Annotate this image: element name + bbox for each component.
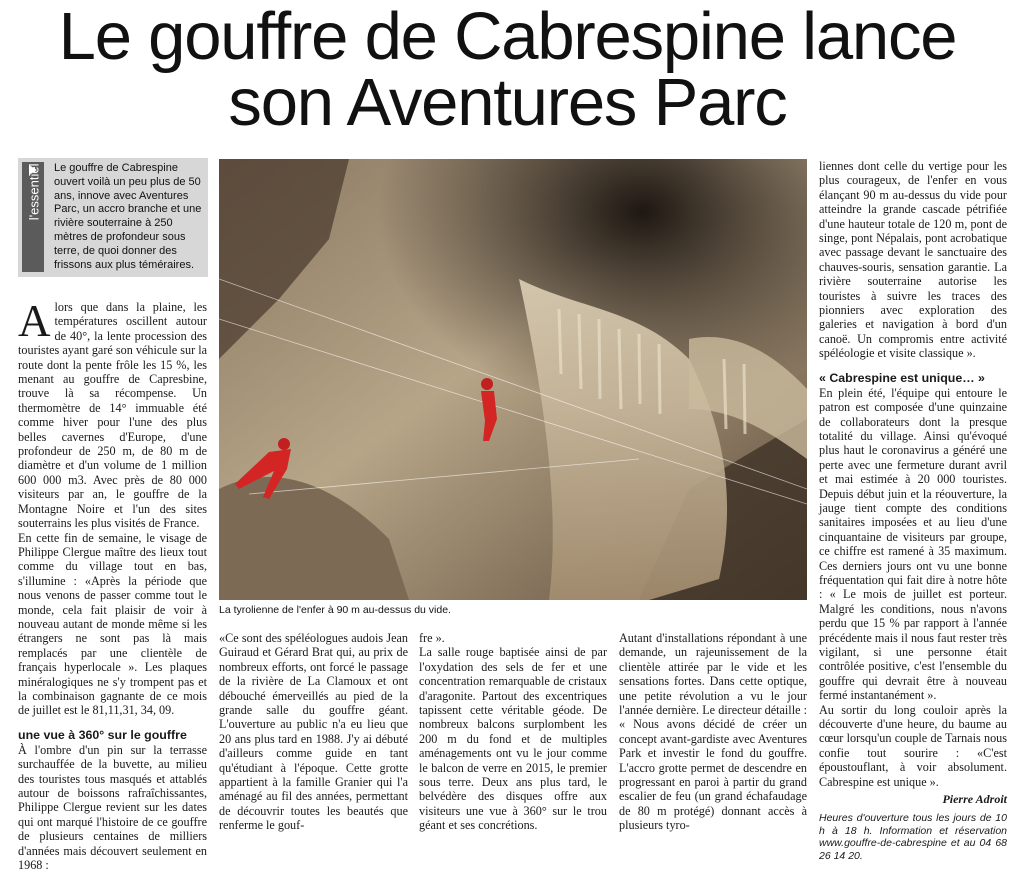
article-subhead: une vue à 360° sur le gouffre xyxy=(18,727,187,742)
article-column-2 xyxy=(219,631,408,833)
article-paragraph: À l'ombre d'un pin sur la terrasse surchauffée de la buvette, au milieu des touristes tous masqués et attablés autour de boissons rafraîchissantes, Philippe Clergue revient sur les dates qui ont marqué l'histoire de ce gouffre de plusieurs centaines de milliers d'années mais découvert seulement en 1968 : xyxy=(18,742,207,872)
article-paragraph: Alors que dans la plaine, les températures oscillent autour de 40°, la lente procession des touristes ayant garé son véhicule sur la route dont la pente frôle les 15 %, les menant au gouffre de Capresbine, trouve là sa récompense. Un thermomètre de 14° immuable été comme hiver pour l'une des plus belles cavernes d'Europe, d'une profondeur de 250 m, de 80 m de diamètre et d'un volume de 1 million 600 000 m3. Avec près de 80 000 visiteurs par an, le gouffre de la Montagne Noire et l'un des sites souterrains les plus visités de France. xyxy=(18,296,207,531)
headline-line-2: son Aventures Parc xyxy=(228,65,787,140)
article-subhead: « Cabrespine est unique… » xyxy=(819,370,985,385)
article-paragraph: Autant d'installations répondant à une demande, un rajeunissement de la clientèle attirée par le vide et les sensations fortes. Dans cette optique, une petite révolution a vu le jour l'année dernière. Le directeur détaille : « Nous avons décidé de créer un concept avant-gardiste avec Aventures Park et investir le fond du gouffre. L'accro grotte permet de descendre en progressant en paroi à partir du grand escalier de feu (un grand échafaudage de 80 m protégé) donnant accès à plusieurs tyro- xyxy=(619,631,807,833)
article-paragraph: «Ce sont des spéléologues audois Jean Guiraud et Gérard Brat qui, au prix de nombreux efforts, ont forcé le passage de la rivière de La Clamoux et ont débouché émerveillés au pied de la grande salle du gouffre géant. L'ouverture au public n'a eu lieu que 20 ans plus tard en 1988. J'y ai débuté d'ailleurs comme guide en tant qu'étudiant à l'époque. Cette grotte appartient à la famille Granier qui l'a aménagé au fil des années, permettant de découvrir toutes les beautés que renferme le gouf- xyxy=(219,631,408,833)
essentiel-text: Le gouffre de Cabrespine ouvert voilà un peu plus de 50 ans, innove avec Aventures Parc, un accro branche et une rivière souterraine à 250 mètres de profondeur sous terre, de quoi donner des frissons aux plus téméraires. xyxy=(54,162,202,271)
article-column-5 xyxy=(819,159,1007,862)
cave-photo-illustration xyxy=(219,159,807,600)
article-column-3 xyxy=(419,631,607,833)
article-column-4 xyxy=(619,631,807,833)
drop-cap: A xyxy=(18,296,51,346)
opening-hours-info: Heures d'ouverture tous les jours de 10 h à 18 h. Information et réservation www.gouffre-de-cabrespine et au 04 68 26 14 20. xyxy=(819,812,1007,862)
essentiel-label: l'essentiel xyxy=(26,163,42,221)
photo-caption: La tyrolienne de l'enfer à 90 m au-dessus du vide. xyxy=(219,604,451,616)
essentiel-box xyxy=(18,158,208,277)
article-paragraph: En cette fin de semaine, le visage de Philippe Clergue maître des lieux tout comme du village tout en bas, s'illumine : «Après la période que nous venons de passer comme tout le monde, cela fait plaisir de voir à nouveau autant de monde même si les étrangers ne sont pas là mais remplacés par une clientèle de français hyperlocale ». Les plaques minéralogiques ne s'y trompent pas et la combinaison gagnante de ce mois de juillet est le 81,11,31, 34, 09. xyxy=(18,530,207,718)
author-signature: Pierre Adroit xyxy=(942,792,1007,807)
article-paragraph: La salle rouge baptisée ainsi de par l'oxydation des sels de fer et une concentration remarquable de cristaux d'aragonite. Partout des excentriques tapissent cette véritable géode. De nombreux balcons surplombent les 200 m du fond et de multiples aménagements ont vu le jour comme le balcon de verre en 2015, le premier sous terre. Deux ans plus tard, le belvédère des disques offre aux visiteurs une vue à 360° sur le trou géant et ses concrétions. xyxy=(419,645,607,833)
headline xyxy=(0,0,1015,140)
article-column-1 xyxy=(18,296,207,872)
essentiel-tab xyxy=(22,162,44,272)
headline-line-1: Le gouffre de Cabrespine lance xyxy=(58,0,957,74)
article-paragraph: En plein été, l'équipe qui entoure le patron est composée d'une quinzaine de collaborateurs dont la presque totalité du village. Ainsi qu'évoqué plus haut le coronavirus a généré une perte avec une fermeture durant avril et mai estimée à 20 000 touristes. Depuis début juin et la réouverture, la jauge tient compte des conditions sanitaires imposées et au lieu d'une cinquantaine de visiteurs par groupe, ce chiffre est ramené à 35 maximum. Ces derniers jours ont vu une bonne fréquentation qui fait dire à notre hôte : « Le mois de juillet est porteur. Malgré les conditions, nous n'avons perdu que 15 % par rapport à l'année précédente mais il nous faut rester très vigilant, si une personne était contrôlée positive, c'est l'ensemble du gouffre qui devrait être à nouveau fermé instantanément ». xyxy=(819,385,1007,703)
article-paragraph: fre ». xyxy=(419,631,445,645)
article-paragraph: Au sortir du long couloir après la découverte d'une heure, du baume au cœur lorsqu'un couple de Tarnais nous confie tout sourire : «C'est époustouflant, à voir absolument. Cabrespine est unique ». xyxy=(819,702,1007,789)
article-paragraph: liennes dont celle du vertige pour les plus courageux, de l'enfer en vous élançant 90 m au-dessus du vide pour atteindre la grande cascade pétrifiée d'une hauteur totale de 120 m, pont de singe, pont Népalais, pont acrobatique avec passage devant le sanctuaire des chauves-souris, sensation garantie. La rivière souterraine autorise les touristes à suivre les traces des pionniers avec exploration des galeries et navigation à bord d'un canoë. Un compromis entre activité spéléologie et visite classique ». xyxy=(819,159,1007,361)
cave-photo xyxy=(219,159,807,600)
